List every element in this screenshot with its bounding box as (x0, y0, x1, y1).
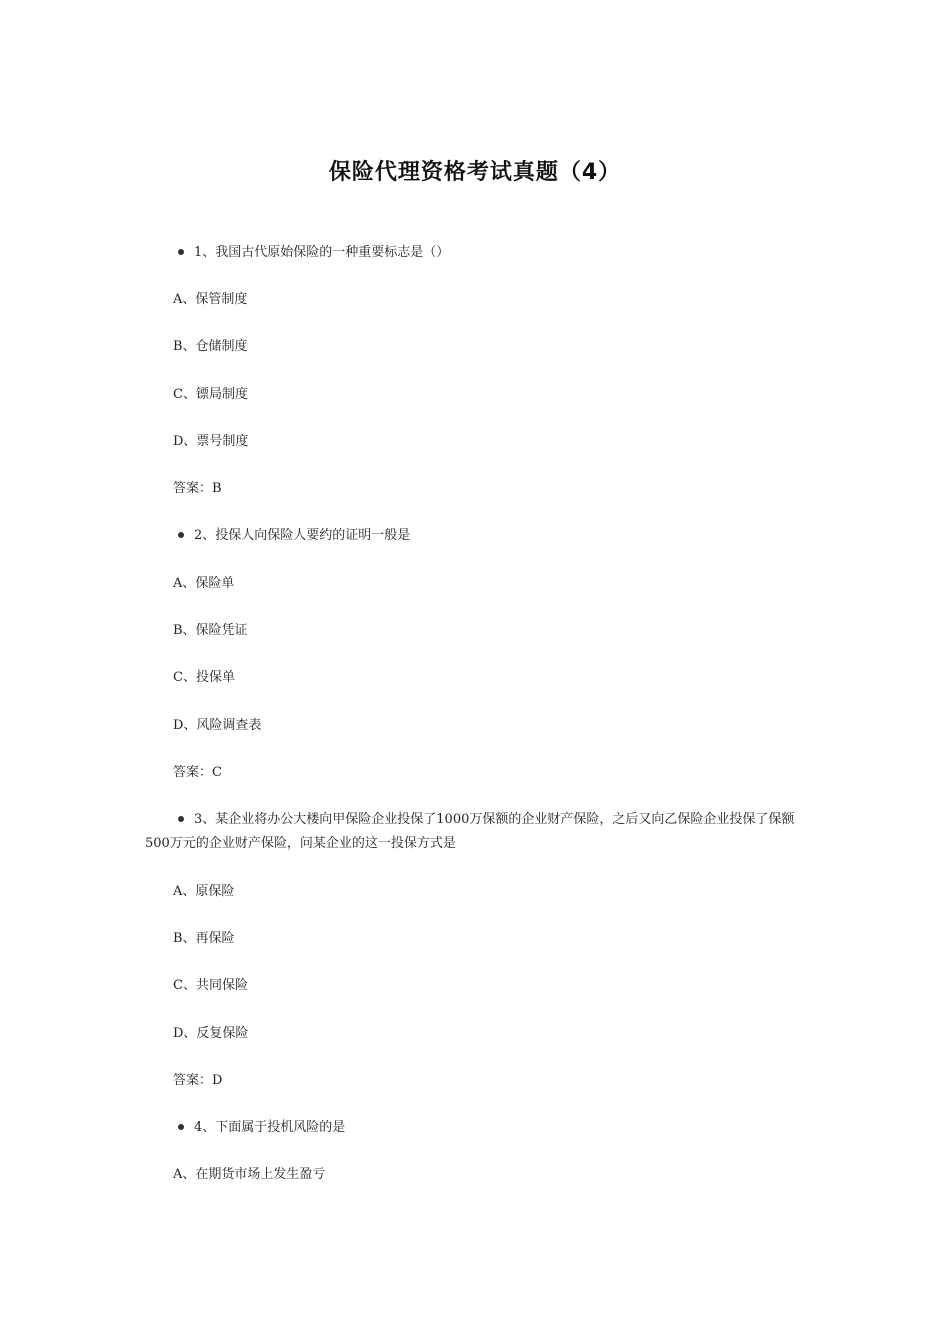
question-3-option-b: B、再保险 (173, 931, 235, 946)
question-1-option-c: C、镖局制度 (173, 387, 248, 402)
bullet-icon (178, 249, 184, 255)
document-title: 保险代理资格考试真题（4） (328, 160, 622, 185)
question-3 (145, 808, 810, 856)
bullet-icon (178, 532, 184, 538)
question-3-option-a: A、原保险 (173, 884, 235, 899)
question-2-option-c: C、投保单 (173, 670, 235, 685)
question-2 (178, 528, 410, 544)
question-1 (178, 245, 449, 261)
question-1-answer: 答案：B (173, 481, 222, 496)
question-2-text: 2、投保人向保险人要约的证明一般是 (194, 528, 411, 543)
question-3-option-d: D、反复保险 (173, 1026, 249, 1041)
question-1-option-a: A、保管制度 (173, 292, 248, 307)
question-4-text: 4、下面属于投机风险的是 (194, 1120, 346, 1135)
bullet-icon (178, 816, 184, 822)
question-4-option-a: A、在期货市场上发生盈亏 (173, 1167, 326, 1182)
question-3-answer: 答案：D (173, 1073, 223, 1088)
question-1-option-b: B、仓储制度 (173, 339, 248, 354)
bullet-icon (178, 1124, 184, 1130)
question-2-option-a: A、保险单 (173, 576, 235, 591)
question-3-option-c: C、共同保险 (173, 978, 248, 993)
question-1-text: 1、我国古代原始保险的一种重要标志是（） (194, 245, 450, 260)
question-2-option-d: D、风险调查表 (173, 718, 262, 733)
question-3-text: 3、某企业将办公大楼向甲保险企业投保了1000万保额的企业财产保险，之后又向乙保险企业投保了保额500万元的企业财产保险，问某企业的这一投保方式是 (145, 812, 795, 851)
question-2-answer: 答案：C (173, 765, 222, 780)
question-2-option-b: B、保险凭证 (173, 623, 248, 638)
question-1-option-d: D、票号制度 (173, 434, 249, 449)
question-4 (178, 1120, 345, 1136)
